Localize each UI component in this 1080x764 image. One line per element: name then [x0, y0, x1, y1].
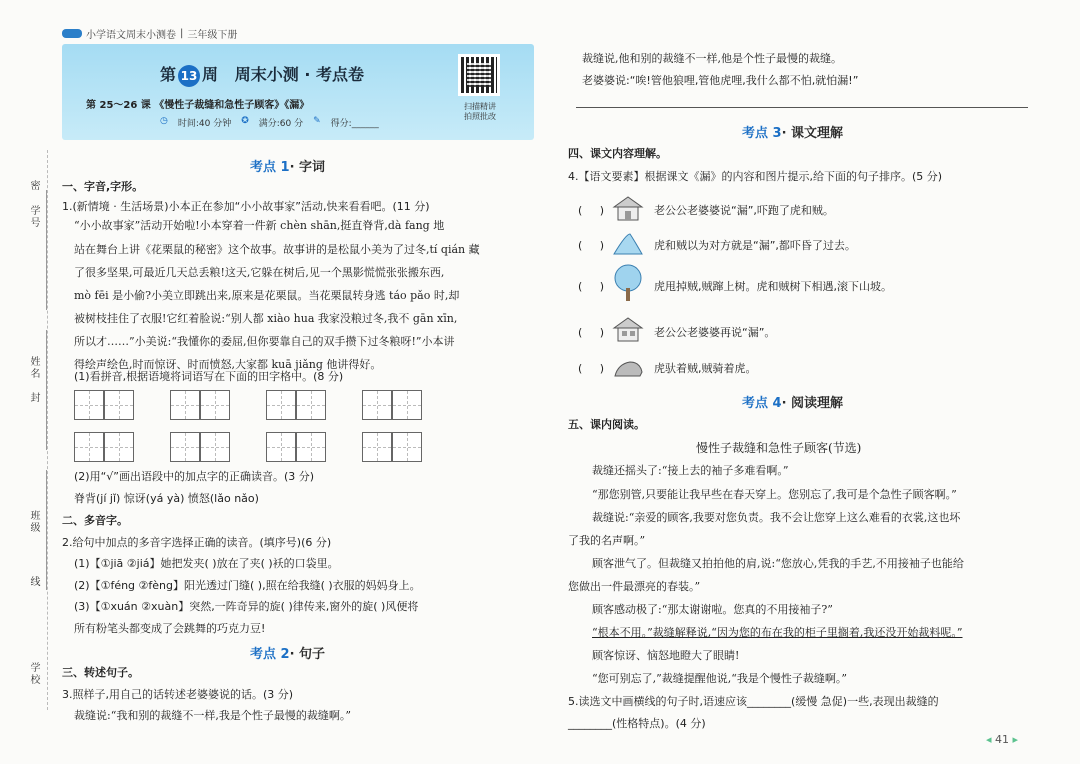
q5-prompt[interactable]: 5.读选文中画横线的句子时,语速应该________(缓慢 急促)一些,表现出裁缝的: [568, 695, 939, 708]
q2-item[interactable]: (1)【①jiā ②jiá】她把发夹( )放在了夹( )袄的口袋里。: [74, 557, 339, 570]
q2-item[interactable]: (3)【①xuán ②xuàn】突然,一阵奇异的旋( )律传来,窗外的旋( )风便将: [74, 600, 419, 613]
q4-heading: 四、课文内容理解。: [568, 147, 667, 160]
rock-icon: [612, 354, 644, 380]
q2-item-cont: 所有粉笔头都变成了会跳舞的巧克力豆!: [74, 622, 266, 635]
qr-code-icon[interactable]: [458, 54, 500, 96]
tianzige-box[interactable]: [362, 390, 422, 420]
class-write-line: [46, 330, 47, 450]
section-heading-1: 考点 1· 字词: [250, 160, 326, 175]
title-banner: [62, 44, 534, 140]
answer-line[interactable]: [576, 107, 1028, 108]
passage-line: “您可别忘了,”裁缝提醒他说,“我是个慢性子裁缝啊。”: [592, 672, 847, 685]
pronunciation-options[interactable]: 脊背(jí jǐ) 惊讶(yá yà) 愤怒(lǎo nǎo): [74, 492, 259, 505]
tree-icon: [612, 264, 644, 302]
sealed-label: 封: [28, 392, 39, 404]
q3-heading: 三、转述句子。: [62, 666, 139, 679]
star-icon: ✪: [241, 116, 249, 126]
tianzige-box[interactable]: [266, 432, 326, 462]
order-item: 老公公老婆婆说“漏”,吓跑了虎和贼。: [654, 204, 834, 217]
grade-label: 三年级下册: [187, 30, 238, 41]
class-label: 班级: [28, 510, 39, 534]
q5-heading: 五、课内阅读。: [568, 418, 645, 431]
tianzige-box[interactable]: [74, 390, 134, 420]
q4-prompt: 4.【语文要素】根据课文《漏》的内容和图片提示,给下面的句子排序。(5 分): [568, 170, 943, 183]
q2-heading: 二、多音字。: [62, 514, 128, 527]
qr-caption: 扫描精讲 拍照批改: [464, 102, 496, 121]
brand-logo-icon: [62, 29, 82, 38]
story-line: mò fēi 是小偷?小美立即跳出来,原来是花栗鼠。当花栗鼠转身逃 táo pǎo 时,却: [74, 289, 460, 302]
order-blank[interactable]: ( ): [578, 362, 605, 375]
prev-arrow-icon: ◂: [986, 733, 992, 746]
order-item: 老公公老婆婆再说“漏”。: [654, 326, 776, 339]
next-arrow-icon: ▸: [1012, 733, 1019, 746]
story-line: 所以才……”小美说:“我懂你的委屈,但你要靠自己的双手攒下过冬粮呀!”小本讲: [74, 335, 455, 348]
seal-label: 密: [28, 180, 39, 192]
section-heading-3: 考点 3· 课文理解: [742, 126, 844, 141]
q1-heading: 一、字音,字形。: [62, 180, 144, 193]
full-score: 满分:60 分: [258, 119, 304, 129]
tianzige-box[interactable]: [170, 390, 230, 420]
student-name-label: 姓名: [28, 356, 39, 380]
school-label: 学校: [28, 662, 39, 686]
q1-part1: (1)看拼音,根据语境将词语写在下面的田字格中。(8 分): [74, 370, 344, 383]
quiz-title: 第 13 周 周末小测 · 考点卷: [62, 62, 462, 87]
score-field[interactable]: 得分:______: [330, 119, 379, 129]
time-limit: 时间:40 分钟: [177, 119, 232, 129]
order-blank[interactable]: ( ): [578, 204, 605, 217]
header-divider: |: [180, 28, 184, 39]
passage-line: 顾客泄气了。但裁缝又拍拍他的肩,说:“您放心,凭我的手艺,不用接袖子也能给: [592, 557, 964, 570]
book-header: [62, 26, 237, 41]
passage-line: 您做出一件最漂亮的春装。”: [568, 580, 701, 593]
q3-sentence: 老婆婆说:“唉!管他狼哩,管他虎哩,我什么都不怕,就怕漏!”: [582, 74, 859, 87]
order-blank[interactable]: ( ): [578, 326, 605, 339]
week-number-badge: 13: [178, 65, 200, 87]
slope-icon: [612, 230, 644, 256]
clock-icon: ◷: [160, 116, 168, 126]
page-number: ◂ 41 ▸: [986, 733, 1019, 746]
school-write-line: [46, 470, 47, 590]
order-item: 虎甩掉贼,贼蹿上树。虎和贼树下相遇,滚下山坡。: [654, 280, 892, 293]
quiz-meta: [160, 116, 379, 129]
order-item: 虎驮着贼,贼骑着虎。: [654, 362, 757, 375]
house-icon: [612, 316, 644, 342]
q3-prompt: 3.照样子,用自己的话转述老婆婆说的话。(3 分): [62, 688, 294, 701]
line-label: 线: [28, 576, 39, 588]
brand-title: 小学语文周末小测卷: [86, 30, 176, 41]
student-number-label: 学号: [28, 205, 39, 229]
passage-underlined-line: “根本不用。”裁缝解释说,“因为您的布在我的柜子里搁着,我还没开始裁料呢。”: [592, 626, 963, 639]
tianzige-box[interactable]: [362, 432, 422, 462]
story-line: 站在舞台上讲《花栗鼠的秘密》这个故事。故事讲的是松鼠小美为了过冬,tí qián 藏: [74, 243, 480, 256]
q1-part2: (2)用“√”画出语段中的加点字的正确读音。(3 分): [74, 470, 315, 483]
story-line: 得绘声绘色,时而惊讶、时而愤怒,大家都 kuā jiǎng 他讲得好。: [74, 358, 382, 371]
story-line: 了很多坚果,可最近几天总丢粮!这天,它躲在树后,见一个黑影慌慌张张搬东西,: [74, 266, 445, 279]
name-write-line: [46, 190, 47, 310]
passage-line: 裁缝还摇头了:“接上去的袖子多难看啊。”: [592, 464, 789, 477]
passage-line: 顾客感动极了:“那太谢谢啦。您真的不用接袖子?”: [592, 603, 833, 616]
tianzige-box[interactable]: [266, 390, 326, 420]
binding-margin: [20, 150, 48, 710]
tianzige-box[interactable]: [74, 432, 134, 462]
lesson-range: 第 25～26 课 《慢性子裁缝和急性子顾客》《漏》: [86, 100, 310, 111]
q2-item[interactable]: (2)【①féng ②fèng】阳光透过门缝( ),照在给我缝( )衣服的妈妈身上。: [74, 579, 421, 592]
section-heading-4: 考点 4· 阅读理解: [742, 396, 844, 411]
order-blank[interactable]: ( ): [578, 239, 605, 252]
order-item: 虎和贼以为对方就是“漏”,都吓昏了过去。: [654, 239, 856, 252]
pen-icon: ✎: [313, 116, 321, 126]
q3-example: 裁缝说:“我和别的裁缝不一样,我是个性子最慢的裁缝啊。”: [74, 709, 351, 722]
passage-line: “那您别管,只要能让我早些在春天穿上。您别忘了,我可是个急性子顾客啊。”: [592, 488, 957, 501]
passage-title: 慢性子裁缝和急性子顾客(节选): [696, 441, 862, 455]
q3-example-answer: 裁缝说,他和别的裁缝不一样,他是个性子最慢的裁缝。: [582, 52, 842, 65]
story-line: 被树枝挂住了衣服!它红着脸说:“别人都 xiào hua 我家没粮过冬,我不 gān xīn,: [74, 312, 458, 325]
section-heading-2: 考点 2· 句子: [250, 647, 326, 662]
tianzige-box[interactable]: [170, 432, 230, 462]
passage-line: 裁缝说:“亲爱的顾客,我要对您负责。我不会让您穿上这么难看的衣裳,这也坏: [592, 511, 961, 524]
house-icon: [612, 195, 644, 221]
passage-line: 了我的名声啊。”: [568, 534, 646, 547]
passage-line: 顾客惊讶、恼怒地瞪大了眼睛!: [592, 649, 740, 662]
q2-prompt: 2.给句中加点的多音字选择正确的读音。(填序号)(6 分): [62, 536, 332, 549]
story-line: “小小故事家”活动开始啦!小本穿着一件新 chèn shān,挺直脊背,dà fang 地: [74, 219, 445, 232]
order-blank[interactable]: ( ): [578, 280, 605, 293]
q1-prompt: 1.(新情境 · 生活场景)小本正在参加“小小故事家”活动,快来看看吧。(11 分): [62, 200, 430, 213]
q5-prompt-cont[interactable]: ________(性格特点)。(4 分): [568, 717, 706, 730]
